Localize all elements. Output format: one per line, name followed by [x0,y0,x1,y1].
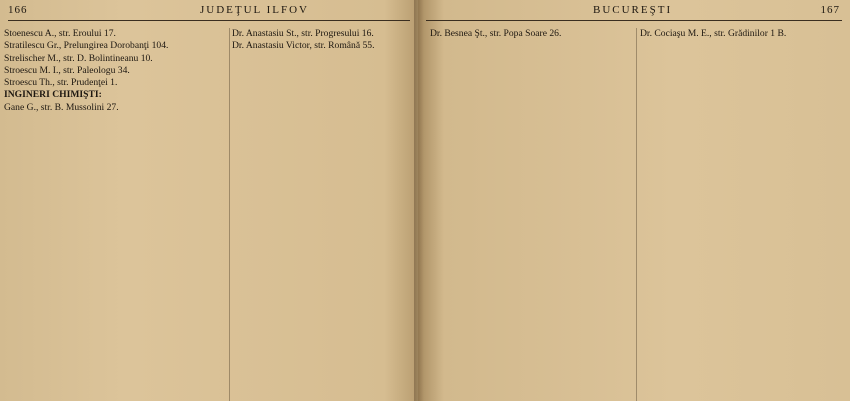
header-rule-left [8,20,410,21]
header-rule-right [426,20,842,21]
running-head-title-left: JUDEŢUL ILFOV [200,4,309,16]
directory-entry: Strelischer M., str. D. Bolintineanu 10. [4,52,153,64]
column-divider [229,28,230,401]
left-page [0,0,418,401]
right-page-column-2 [640,28,846,401]
directory-entry: Gane G., str. B. Mussolini 27. [4,101,119,113]
left-page-column-2 [232,28,416,401]
page-number-right: 167 [820,4,840,16]
directory-entry: Dr. Anastasiu Victor, str. Română 55. [232,40,375,52]
right-page [418,0,850,401]
directory-entry: Dr. Besnea Şt., str. Popa Soare 26. [430,28,562,39]
section-heading: INGINERI CHIMIŞTI: [4,89,102,101]
directory-entry: Dr. Anastasiu St., str. Progresului 16. [232,28,374,39]
directory-entry: Stroescu Th., str. Prudenţei 1. [4,77,118,89]
right-page-column-1 [430,28,635,401]
directory-entry: Stoenescu A., str. Eroului 17. [4,28,116,39]
directory-entry: Stratilescu Gr., Prelungirea Dorobanţi 104. [4,40,169,52]
left-page-column-1 [4,28,228,401]
directory-entry: Dr. Cociaşu M. E., str. Grădinilor 1 B. [640,28,787,39]
page-number-left: 166 [8,4,28,16]
running-head-title-right: BUCUREŞTI [593,4,673,16]
column-divider [636,28,637,401]
directory-entry: Stroescu M. I., str. Paleologu 34. [4,64,130,76]
